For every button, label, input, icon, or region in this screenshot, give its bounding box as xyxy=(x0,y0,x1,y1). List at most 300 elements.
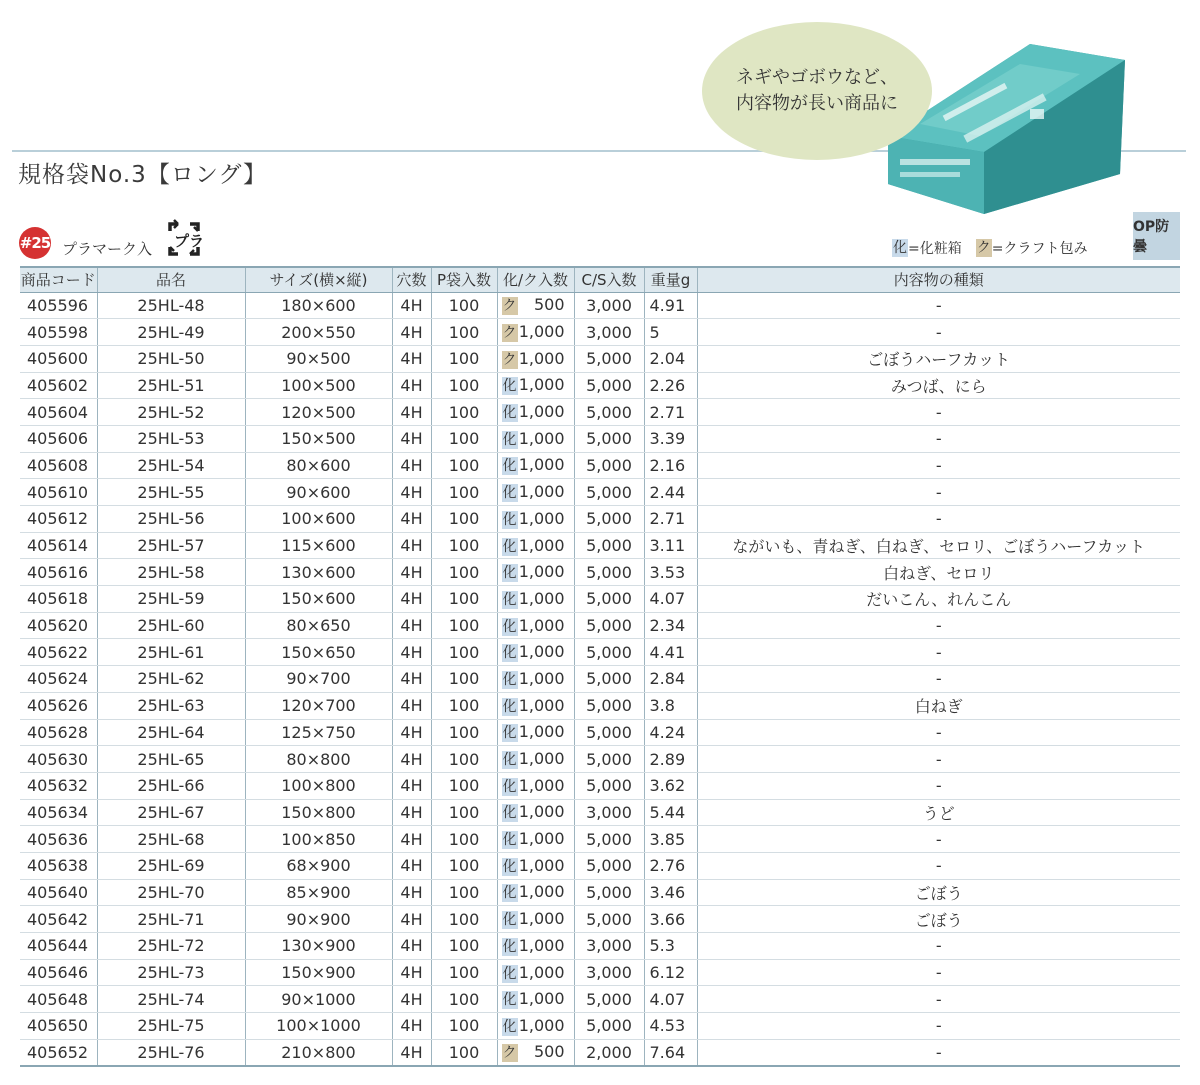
cell-size: 130×600 xyxy=(245,559,392,586)
table-row xyxy=(20,692,1180,719)
box-type-tag: 化 xyxy=(502,778,517,795)
cell-weight: 4.41 xyxy=(644,639,697,666)
cell-box xyxy=(497,639,574,666)
box-qty: 1,000 xyxy=(518,775,565,795)
cell-box xyxy=(497,826,574,853)
cell-size: 120×500 xyxy=(245,399,392,426)
box-qty: 1,000 xyxy=(518,562,565,582)
bubble-line-1: ネギやゴボウなど、 xyxy=(736,67,898,88)
cell-code: 405622 xyxy=(20,639,97,666)
plastic-recycle-mark-icon xyxy=(161,217,207,261)
cell-weight: 3.39 xyxy=(644,425,697,452)
cell-pbag: 100 xyxy=(431,559,497,586)
cell-holes: 4H xyxy=(392,933,431,960)
cell-weight: 3.85 xyxy=(644,826,697,853)
box-type-tag: 化 xyxy=(502,565,517,582)
cell-pbag: 100 xyxy=(431,906,497,933)
cell-contents: - xyxy=(697,959,1180,986)
cell-size: 90×900 xyxy=(245,906,392,933)
table-row xyxy=(20,372,1180,399)
box-type-tag: 化 xyxy=(502,725,517,742)
cell-holes: 4H xyxy=(392,1013,431,1040)
cell-pbag: 100 xyxy=(431,959,497,986)
cell-size: 210×800 xyxy=(245,1039,392,1066)
cell-size: 150×500 xyxy=(245,425,392,452)
bubble-line-2: 内容物が長い商品に xyxy=(736,93,898,114)
cell-holes: 4H xyxy=(392,719,431,746)
cell-name: 25HL-75 xyxy=(97,1013,245,1040)
cell-pbag: 100 xyxy=(431,1039,497,1066)
cell-box xyxy=(497,852,574,879)
table-row xyxy=(20,799,1180,826)
cell-code: 405600 xyxy=(20,345,97,372)
cell-code: 405606 xyxy=(20,425,97,452)
cell-box xyxy=(497,612,574,639)
cell-holes: 4H xyxy=(392,612,431,639)
cell-cs: 5,000 xyxy=(574,772,644,799)
cell-holes: 4H xyxy=(392,959,431,986)
box-qty: 1,000 xyxy=(518,322,565,342)
cell-contents: - xyxy=(697,746,1180,773)
cell-contents: - xyxy=(697,506,1180,533)
cell-box xyxy=(497,666,574,693)
cell-cs: 5,000 xyxy=(574,692,644,719)
legend-ka-text: =化粧箱 xyxy=(908,241,962,257)
cell-box xyxy=(497,372,574,399)
table-row xyxy=(20,879,1180,906)
cell-contents: - xyxy=(697,933,1180,960)
cell-holes: 4H xyxy=(392,772,431,799)
cell-box xyxy=(497,425,574,452)
table-row xyxy=(20,852,1180,879)
cell-box xyxy=(497,772,574,799)
cell-contents: - xyxy=(697,479,1180,506)
header-contents: 内容物の種類 xyxy=(697,267,1180,292)
table-row xyxy=(20,959,1180,986)
cell-code: 405638 xyxy=(20,852,97,879)
cell-cs: 5,000 xyxy=(574,586,644,613)
cell-contents: - xyxy=(697,399,1180,426)
cell-holes: 4H xyxy=(392,586,431,613)
cell-code: 405604 xyxy=(20,399,97,426)
box-qty: 1,000 xyxy=(518,962,565,982)
cell-name: 25HL-67 xyxy=(97,799,245,826)
cell-pbag: 100 xyxy=(431,345,497,372)
plamark-label: プラマーク入 xyxy=(62,240,153,258)
cell-cs: 5,000 xyxy=(574,1013,644,1040)
cell-pbag: 100 xyxy=(431,879,497,906)
table-row xyxy=(20,319,1180,346)
table-row xyxy=(20,639,1180,666)
cell-cs: 3,000 xyxy=(574,292,644,319)
cell-contents: うど xyxy=(697,799,1180,826)
cell-cs: 5,000 xyxy=(574,746,644,773)
number-badge: #25 xyxy=(19,227,51,259)
box-type-tag: 化 xyxy=(502,965,517,982)
box-qty: 1,000 xyxy=(518,882,565,902)
cell-holes: 4H xyxy=(392,345,431,372)
cell-weight: 3.11 xyxy=(644,532,697,559)
cell-cs: 5,000 xyxy=(574,639,644,666)
cell-name: 25HL-54 xyxy=(97,452,245,479)
cell-weight: 2.34 xyxy=(644,612,697,639)
box-type-tag: 化 xyxy=(502,431,517,448)
cell-weight: 5 xyxy=(644,319,697,346)
cell-holes: 4H xyxy=(392,879,431,906)
cell-weight: 2.71 xyxy=(644,506,697,533)
cell-contents: 白ねぎ xyxy=(697,692,1180,719)
cell-box xyxy=(497,879,574,906)
box-type-tag: 化 xyxy=(502,511,517,528)
cell-holes: 4H xyxy=(392,479,431,506)
cell-pbag: 100 xyxy=(431,719,497,746)
cell-box xyxy=(497,959,574,986)
cell-holes: 4H xyxy=(392,372,431,399)
cell-contents: - xyxy=(697,452,1180,479)
box-qty: 1,000 xyxy=(518,695,565,715)
box-type-tag: ク xyxy=(502,325,517,342)
cell-box xyxy=(497,319,574,346)
cell-size: 130×900 xyxy=(245,933,392,960)
cell-cs: 5,000 xyxy=(574,879,644,906)
box-type-tag: 化 xyxy=(502,912,517,929)
cell-weight: 2.04 xyxy=(644,345,697,372)
table-row xyxy=(20,452,1180,479)
table-header-row xyxy=(20,267,1180,292)
cell-contents: - xyxy=(697,719,1180,746)
cell-size: 80×650 xyxy=(245,612,392,639)
cell-name: 25HL-70 xyxy=(97,879,245,906)
cell-pbag: 100 xyxy=(431,586,497,613)
cell-contents: - xyxy=(697,639,1180,666)
table-row xyxy=(20,746,1180,773)
header-weight: 重量g xyxy=(644,267,697,292)
cell-code: 405634 xyxy=(20,799,97,826)
cell-cs: 5,000 xyxy=(574,345,644,372)
cell-pbag: 100 xyxy=(431,772,497,799)
cell-size: 115×600 xyxy=(245,532,392,559)
cell-size: 150×600 xyxy=(245,586,392,613)
cell-weight: 4.24 xyxy=(644,719,697,746)
cell-box xyxy=(497,532,574,559)
cell-code: 405596 xyxy=(20,292,97,319)
cell-contents: - xyxy=(697,826,1180,853)
box-type-tag: 化 xyxy=(502,805,517,822)
cell-box xyxy=(497,906,574,933)
cell-cs: 5,000 xyxy=(574,399,644,426)
cell-box xyxy=(497,345,574,372)
cell-name: 25HL-66 xyxy=(97,772,245,799)
table-row xyxy=(20,1013,1180,1040)
cell-code: 405644 xyxy=(20,933,97,960)
cell-box xyxy=(497,452,574,479)
cell-weight: 3.46 xyxy=(644,879,697,906)
cell-name: 25HL-69 xyxy=(97,852,245,879)
svg-text:プラ: プラ xyxy=(174,232,205,250)
cell-contents: だいこん、れんこん xyxy=(697,586,1180,613)
cell-size: 80×600 xyxy=(245,452,392,479)
cell-holes: 4H xyxy=(392,319,431,346)
table-row xyxy=(20,292,1180,319)
cell-name: 25HL-52 xyxy=(97,399,245,426)
cell-size: 100×600 xyxy=(245,506,392,533)
cell-name: 25HL-72 xyxy=(97,933,245,960)
cell-box xyxy=(497,586,574,613)
cell-code: 405626 xyxy=(20,692,97,719)
box-type-tag: 化 xyxy=(502,938,517,955)
box-type-tag: 化 xyxy=(502,752,517,769)
cell-weight: 4.07 xyxy=(644,986,697,1013)
cell-code: 405648 xyxy=(20,986,97,1013)
cell-contents: - xyxy=(697,986,1180,1013)
cell-holes: 4H xyxy=(392,639,431,666)
cell-weight: 2.44 xyxy=(644,479,697,506)
cell-pbag: 100 xyxy=(431,372,497,399)
box-qty: 1,000 xyxy=(518,455,565,475)
cell-code: 405632 xyxy=(20,772,97,799)
cell-pbag: 100 xyxy=(431,479,497,506)
cell-code: 405646 xyxy=(20,959,97,986)
box-qty: 500 xyxy=(533,1042,565,1062)
cell-pbag: 100 xyxy=(431,852,497,879)
cell-name: 25HL-61 xyxy=(97,639,245,666)
cell-cs: 5,000 xyxy=(574,425,644,452)
box-type-tag: 化 xyxy=(502,591,517,608)
cell-holes: 4H xyxy=(392,826,431,853)
header-name: 品名 xyxy=(97,267,245,292)
cell-weight: 4.07 xyxy=(644,586,697,613)
box-qty: 1,000 xyxy=(518,615,565,635)
cell-pbag: 100 xyxy=(431,612,497,639)
cell-cs: 5,000 xyxy=(574,372,644,399)
cell-name: 25HL-50 xyxy=(97,345,245,372)
cell-holes: 4H xyxy=(392,692,431,719)
op-antifog-badge: OP防曇 xyxy=(1133,212,1180,260)
cell-name: 25HL-48 xyxy=(97,292,245,319)
cell-name: 25HL-59 xyxy=(97,586,245,613)
cell-holes: 4H xyxy=(392,986,431,1013)
cell-size: 100×1000 xyxy=(245,1013,392,1040)
cell-pbag: 100 xyxy=(431,639,497,666)
box-qty: 500 xyxy=(533,295,565,315)
cell-contents: ごぼう xyxy=(697,906,1180,933)
cell-name: 25HL-74 xyxy=(97,986,245,1013)
cell-holes: 4H xyxy=(392,452,431,479)
box-type-tag: 化 xyxy=(502,485,517,502)
box-qty: 1,000 xyxy=(518,588,565,608)
cell-name: 25HL-49 xyxy=(97,319,245,346)
cell-pbag: 100 xyxy=(431,799,497,826)
cell-weight: 3.53 xyxy=(644,559,697,586)
cell-cs: 5,000 xyxy=(574,719,644,746)
cell-contents: - xyxy=(697,425,1180,452)
cell-weight: 2.84 xyxy=(644,666,697,693)
cell-name: 25HL-62 xyxy=(97,666,245,693)
box-qty: 1,000 xyxy=(518,348,565,368)
cell-contents: 白ねぎ、セロリ xyxy=(697,559,1180,586)
cell-size: 90×500 xyxy=(245,345,392,372)
box-type-tag: 化 xyxy=(502,992,517,1009)
cell-code: 405614 xyxy=(20,532,97,559)
table-row xyxy=(20,1039,1180,1066)
box-type-tag: 化 xyxy=(502,645,517,662)
box-qty: 1,000 xyxy=(518,855,565,875)
page-title: 規格袋No.3【ロング】 xyxy=(18,162,268,188)
cell-weight: 5.3 xyxy=(644,933,697,960)
cell-size: 100×850 xyxy=(245,826,392,853)
cell-cs: 5,000 xyxy=(574,479,644,506)
table-row xyxy=(20,399,1180,426)
table-row xyxy=(20,933,1180,960)
cell-size: 90×600 xyxy=(245,479,392,506)
box-type-tag: 化 xyxy=(502,858,517,875)
header-box: 化/ク入数 xyxy=(497,267,574,292)
cell-contents: ごぼう xyxy=(697,879,1180,906)
box-qty: 1,000 xyxy=(518,482,565,502)
cell-size: 100×800 xyxy=(245,772,392,799)
table-row xyxy=(20,559,1180,586)
cell-weight: 2.76 xyxy=(644,852,697,879)
cell-pbag: 100 xyxy=(431,452,497,479)
cell-code: 405620 xyxy=(20,612,97,639)
cell-box xyxy=(497,986,574,1013)
cell-cs: 5,000 xyxy=(574,852,644,879)
header-code: 商品コード xyxy=(20,267,97,292)
cell-box xyxy=(497,506,574,533)
cell-size: 100×500 xyxy=(245,372,392,399)
box-qty: 1,000 xyxy=(518,428,565,448)
cell-contents: - xyxy=(697,852,1180,879)
cell-code: 405650 xyxy=(20,1013,97,1040)
cell-pbag: 100 xyxy=(431,666,497,693)
header-holes: 穴数 xyxy=(392,267,431,292)
cell-size: 68×900 xyxy=(245,852,392,879)
cell-holes: 4H xyxy=(392,799,431,826)
product-table xyxy=(20,266,1180,1067)
cell-name: 25HL-55 xyxy=(97,479,245,506)
cell-holes: 4H xyxy=(392,425,431,452)
cell-name: 25HL-56 xyxy=(97,506,245,533)
cell-code: 405610 xyxy=(20,479,97,506)
header-cs: C/S入数 xyxy=(574,267,644,292)
cell-contents: - xyxy=(697,772,1180,799)
box-type-tag: 化 xyxy=(502,1018,517,1035)
cell-size: 180×600 xyxy=(245,292,392,319)
box-qty: 1,000 xyxy=(518,535,565,555)
cell-name: 25HL-71 xyxy=(97,906,245,933)
legend xyxy=(892,238,1087,258)
header-pbag: P袋入数 xyxy=(431,267,497,292)
cell-pbag: 100 xyxy=(431,746,497,773)
cell-code: 405612 xyxy=(20,506,97,533)
cell-holes: 4H xyxy=(392,1039,431,1066)
box-type-tag: 化 xyxy=(502,698,517,715)
cell-weight: 2.26 xyxy=(644,372,697,399)
cell-contents: - xyxy=(697,292,1180,319)
table-row xyxy=(20,479,1180,506)
cell-cs: 5,000 xyxy=(574,666,644,693)
box-type-tag: ク xyxy=(502,298,517,315)
cell-cs: 5,000 xyxy=(574,986,644,1013)
cell-cs: 3,000 xyxy=(574,319,644,346)
cell-code: 405652 xyxy=(20,1039,97,1066)
cell-weight: 2.71 xyxy=(644,399,697,426)
box-type-tag: 化 xyxy=(502,538,517,555)
cell-contents: - xyxy=(697,1039,1180,1066)
cell-code: 405616 xyxy=(20,559,97,586)
speech-bubble xyxy=(702,22,932,160)
cell-box xyxy=(497,692,574,719)
cell-cs: 3,000 xyxy=(574,799,644,826)
cell-name: 25HL-51 xyxy=(97,372,245,399)
cell-cs: 5,000 xyxy=(574,826,644,853)
cell-name: 25HL-65 xyxy=(97,746,245,773)
cell-pbag: 100 xyxy=(431,292,497,319)
cell-contents: - xyxy=(697,319,1180,346)
box-type-tag: 化 xyxy=(502,378,517,395)
cell-box xyxy=(497,719,574,746)
cell-pbag: 100 xyxy=(431,692,497,719)
box-qty: 1,000 xyxy=(518,935,565,955)
cell-code: 405602 xyxy=(20,372,97,399)
cell-weight: 7.64 xyxy=(644,1039,697,1066)
box-type-tag: 化 xyxy=(502,671,517,688)
cell-pbag: 100 xyxy=(431,506,497,533)
table-row xyxy=(20,532,1180,559)
cell-box xyxy=(497,1013,574,1040)
cell-cs: 3,000 xyxy=(574,933,644,960)
cell-cs: 5,000 xyxy=(574,452,644,479)
cell-cs: 5,000 xyxy=(574,612,644,639)
table-row xyxy=(20,586,1180,613)
box-qty: 1,000 xyxy=(518,989,565,1009)
cell-box xyxy=(497,292,574,319)
box-type-tag: 化 xyxy=(502,832,517,849)
cell-name: 25HL-58 xyxy=(97,559,245,586)
box-qty: 1,000 xyxy=(518,802,565,822)
box-type-tag: ク xyxy=(502,351,517,368)
cell-code: 405630 xyxy=(20,746,97,773)
cell-size: 150×800 xyxy=(245,799,392,826)
cell-box xyxy=(497,746,574,773)
box-qty: 1,000 xyxy=(518,722,565,742)
cell-size: 120×700 xyxy=(245,692,392,719)
cell-weight: 2.89 xyxy=(644,746,697,773)
box-qty: 1,000 xyxy=(518,642,565,662)
cell-name: 25HL-57 xyxy=(97,532,245,559)
box-type-tag: 化 xyxy=(502,405,517,422)
cell-name: 25HL-73 xyxy=(97,959,245,986)
cell-weight: 3.8 xyxy=(644,692,697,719)
cell-code: 405628 xyxy=(20,719,97,746)
table-row xyxy=(20,719,1180,746)
cell-name: 25HL-63 xyxy=(97,692,245,719)
table-row xyxy=(20,425,1180,452)
cell-holes: 4H xyxy=(392,852,431,879)
cell-contents: ながいも、青ねぎ、白ねぎ、セロリ、ごぼうハーフカット xyxy=(697,532,1180,559)
cell-code: 405624 xyxy=(20,666,97,693)
box-qty: 1,000 xyxy=(518,1015,565,1035)
cell-pbag: 100 xyxy=(431,532,497,559)
cell-weight: 4.53 xyxy=(644,1013,697,1040)
box-qty: 1,000 xyxy=(518,909,565,929)
box-type-tag: 化 xyxy=(502,885,517,902)
cell-box xyxy=(497,933,574,960)
cell-contents: みつば、にら xyxy=(697,372,1180,399)
cell-size: 90×1000 xyxy=(245,986,392,1013)
cell-holes: 4H xyxy=(392,292,431,319)
cell-cs: 5,000 xyxy=(574,506,644,533)
